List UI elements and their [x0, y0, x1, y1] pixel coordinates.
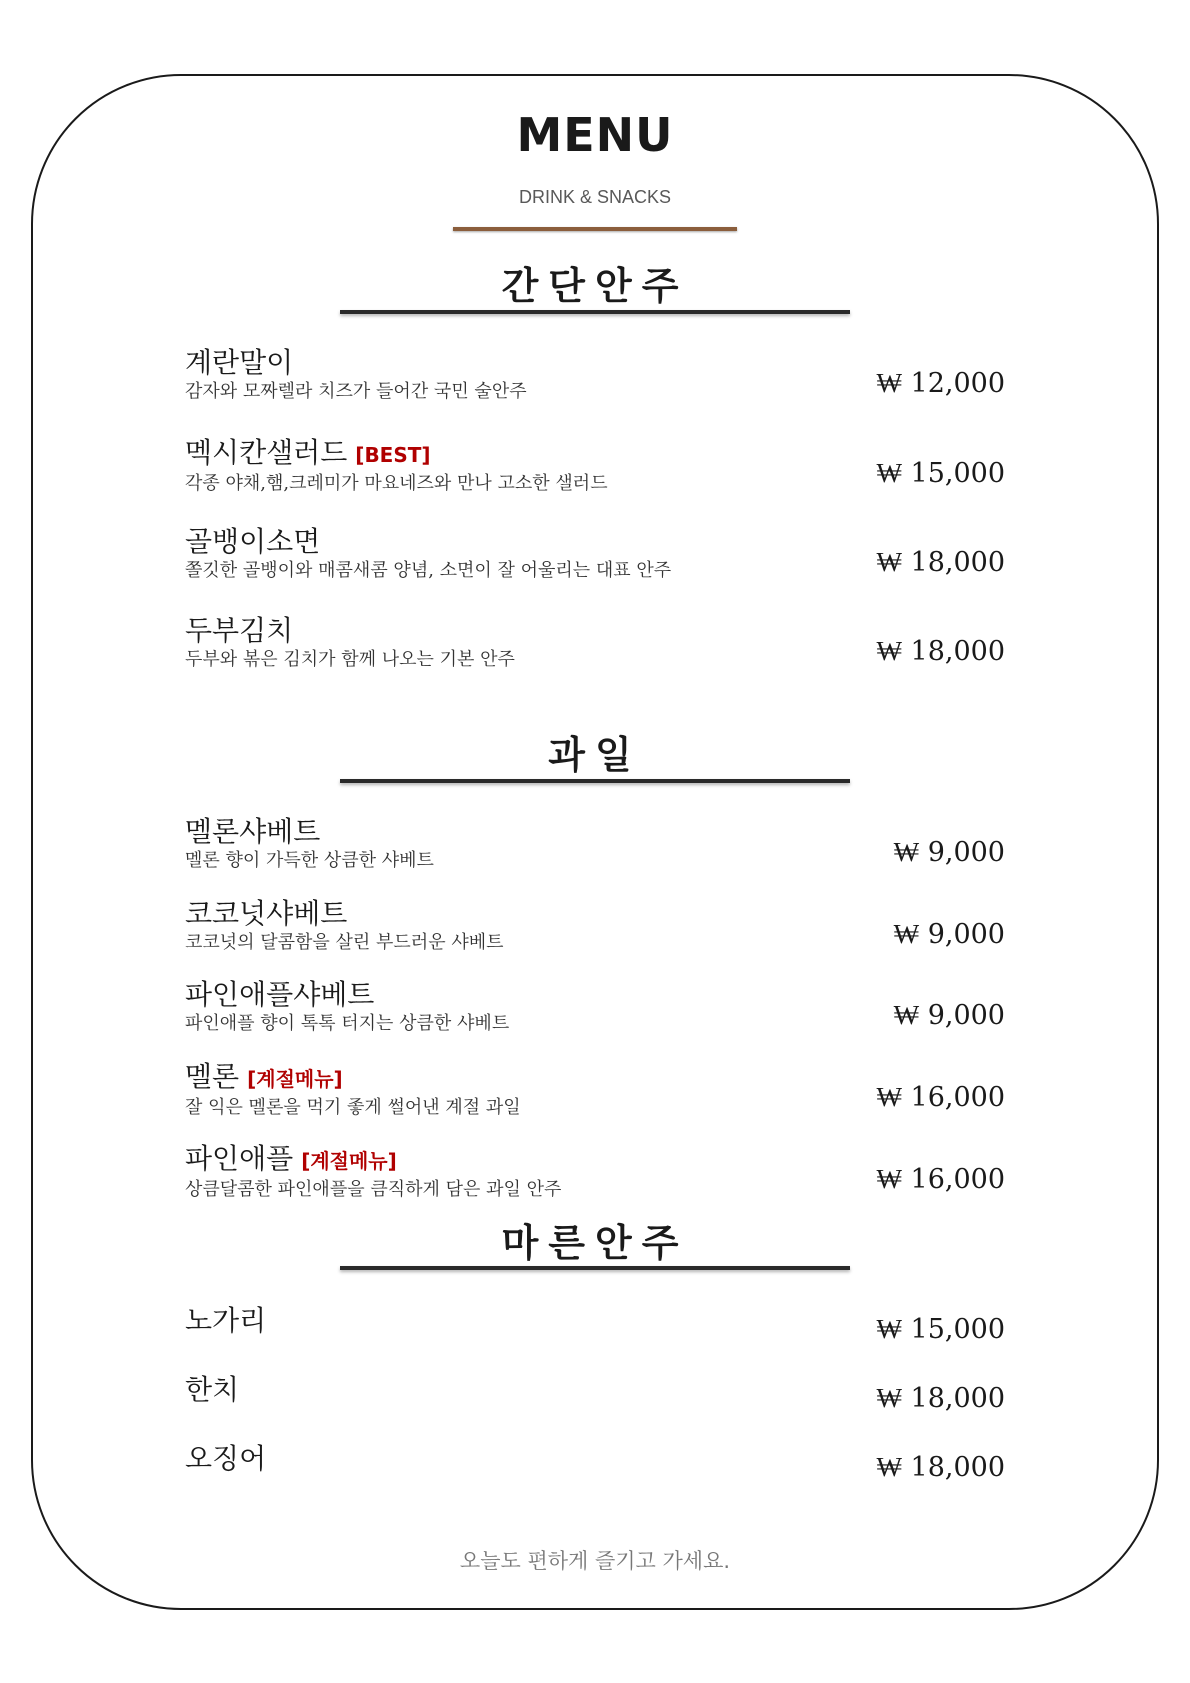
menu-item: [185, 346, 1005, 404]
menu-item: [185, 815, 1005, 873]
menu-item: [185, 1373, 1005, 1414]
item-price: ₩ 16,000: [876, 1164, 1005, 1195]
seasonal-badge: [계절메뉴]: [247, 1067, 343, 1091]
menu-item: [185, 1060, 1005, 1120]
menu-item: [185, 436, 1005, 496]
section-title-fruit: 과일: [548, 733, 642, 777]
item-name: 멜론: [185, 1060, 240, 1093]
item-description: 멜론 향이 가득한 상큼한 샤베트: [185, 850, 434, 871]
item-price: ₩ 18,000: [876, 547, 1005, 578]
item-name: 한치: [185, 1373, 240, 1406]
item-name: 파인애플: [185, 1142, 294, 1175]
item-description: 잘 익은 멜론을 먹기 좋게 썰어낸 계절 과일: [185, 1097, 521, 1118]
menu-item: [185, 1442, 1005, 1483]
menu-item: [185, 1304, 1005, 1345]
menu-subtitle: DRINK & SNACKS: [518, 187, 672, 207]
item-name-row: [185, 897, 1005, 931]
item-price: ₩ 15,000: [876, 458, 1005, 489]
section-divider: [340, 1266, 850, 1270]
section-title-simple-snacks: 간단안주: [501, 264, 689, 308]
item-description: 파인애플 향이 톡톡 터지는 상큼한 샤베트: [185, 1013, 510, 1034]
item-name: 계란말이: [185, 346, 294, 379]
menu-item: [185, 897, 1005, 955]
item-price: ₩ 15,000: [876, 1314, 1005, 1345]
item-price: ₩ 18,000: [876, 1452, 1005, 1483]
footer-message: 오늘도 편하게 즐기고 가세요.: [459, 1549, 731, 1573]
item-name-row: [185, 978, 1005, 1012]
menu-item: [185, 1142, 1005, 1202]
item-name: 오징어: [185, 1442, 267, 1475]
menu-item: [185, 525, 1005, 583]
title-divider: [453, 227, 737, 231]
item-price: ₩ 12,000: [876, 368, 1005, 399]
item-name: 노가리: [185, 1304, 267, 1337]
item-description: 감자와 모짜렐라 치즈가 들어간 국민 술안주: [185, 381, 527, 402]
menu-item: [185, 614, 1005, 672]
item-description: 코코넛의 달콤함을 살린 부드러운 샤베트: [185, 932, 504, 953]
item-name: 두부김치: [185, 614, 294, 647]
section-divider: [340, 310, 850, 314]
item-price: ₩ 9,000: [893, 837, 1005, 868]
item-description: 각종 야채,햄,크레미가 마요네즈와 만나 고소한 샐러드: [185, 473, 608, 494]
item-name: 멜론샤베트: [185, 815, 321, 848]
item-price: ₩ 9,000: [893, 1000, 1005, 1031]
section-divider: [340, 779, 850, 783]
seasonal-badge: [계절메뉴]: [301, 1149, 397, 1173]
item-name: 코코넛샤베트: [185, 897, 348, 930]
item-name: 멕시칸샐러드: [185, 436, 348, 469]
menu-title: MENU: [516, 108, 674, 162]
item-price: ₩ 9,000: [893, 919, 1005, 950]
item-description: 두부와 볶은 김치가 함께 나오는 기본 안주: [185, 649, 515, 670]
best-badge: [BEST]: [355, 443, 431, 467]
item-price: ₩ 16,000: [876, 1082, 1005, 1113]
item-price: ₩ 18,000: [876, 636, 1005, 667]
section-title-dry-snacks: 마른안주: [501, 1221, 689, 1265]
item-name: 골뱅이소면: [185, 525, 321, 558]
item-name: 파인애플샤베트: [185, 978, 375, 1011]
item-description: 상큼달콤한 파인애플을 큼직하게 담은 과일 안주: [185, 1179, 562, 1200]
item-description: 쫄깃한 골뱅이와 매콤새콤 양념, 소면이 잘 어울리는 대표 안주: [185, 560, 672, 581]
item-price: ₩ 18,000: [876, 1383, 1005, 1414]
menu-item: [185, 978, 1005, 1036]
item-name-row: [185, 815, 1005, 849]
